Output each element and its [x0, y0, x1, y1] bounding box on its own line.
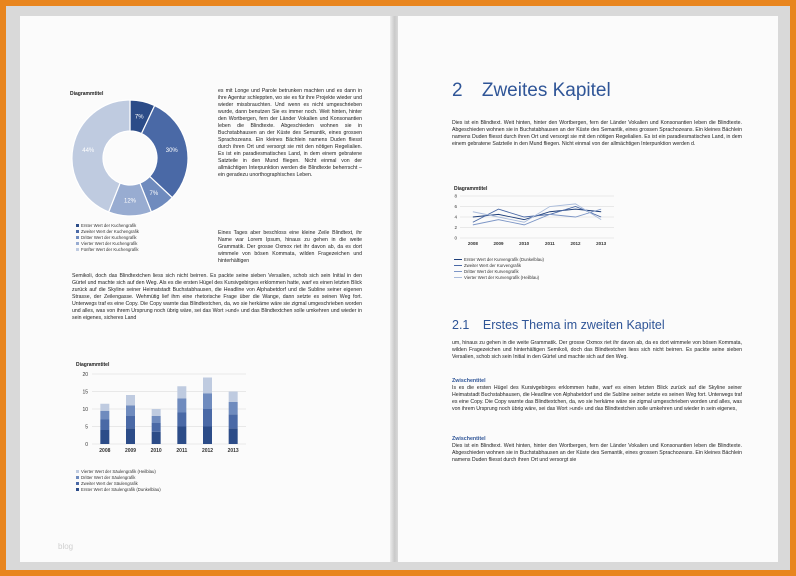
subsection-2-title: Zwischentitel [452, 436, 486, 442]
legend-label: Vierter Wert der Kurvengrafik (Heilblau) [464, 274, 540, 280]
bar-segment [152, 409, 161, 416]
donut-legend-item [76, 246, 139, 252]
legend-swatch [76, 230, 79, 233]
bar-segment [229, 402, 238, 414]
legend-swatch [76, 488, 79, 491]
subsection-1-text: Is es die ersten Hügel des Kursivgebirges erklommen hatte, warf es einen letzten Blick zurück auf die Skyline seiner Heimatstadt Buchstabhausen, die Headline von Alphabetdorf und die Subline seiner setzte es seinen Weg fort. Unterwegs traf es eine Copy. Die Copy warnte das Blindtextchen, da, wo sie herkäme wäre sie zigmal umgeschrieben worden und alles, was von ihrem Ursprung noch übrig wäre, sei das Wort »und« und das Blindtextchen solle umkehren und wieder in sein eigenes, [452, 385, 742, 412]
donut-legend-item [76, 228, 139, 234]
donut-data-label: 7% [134, 114, 144, 121]
legend-line-swatch [454, 259, 462, 260]
bar-segment [126, 416, 135, 428]
legend-label: Dritter Wert der Kuchengrafik [81, 234, 137, 240]
donut-data-label: 7% [149, 191, 159, 198]
line-legend [454, 256, 544, 280]
y-tick-label: 6 [454, 204, 457, 210]
legend-swatch [76, 236, 79, 239]
bar-segment [229, 392, 238, 403]
bar-chart-title: Diagrammtitel [76, 362, 110, 368]
donut-legend-item [76, 222, 139, 228]
left-page [20, 16, 392, 562]
chapter-intro-text: Dies ist ein Blindtext. Weit hinten, hinter den Wortbergen, fern der Länder Vokalien und Konsonantien leben die Blindtexte. Abgeschieden wohnen sie in Buchstabhausen an der Küste des Semantik, eines grossen Sprachozeans. Ein kleines Bächlein namens Duden fliesst durch ihren Ort und versorgt sie mit den nötigen Regelialien. Es ist ein paradiesmatisches Land, in dem einem gebratene Satzteile in den Mund fliegen. Nicht einmal von der allmächtigen Interpunktion werden d. [452, 120, 742, 147]
legend-label: Vierter Wert der Kuchengrafik [81, 240, 138, 246]
legend-label: Zweiter Wert der Kurvengrafik [464, 262, 521, 268]
legend-label: Erster Wert der Kurvengrafik (Dunkelblau) [464, 256, 544, 262]
bar-segment [177, 386, 186, 398]
line-legend-item [454, 256, 544, 262]
column-text-2: Eines Tages aber beschloss eine kleine Zeile Blindtext, ihr Name war Lorem Ipsum, hinaus zu gehen in die weite Grammatik. Der grosse Oxmox riet ihr davon ab, da es dort wimmele von bösen Kommata, wilden Fragezeichen und hinterhältigen [218, 230, 362, 264]
donut-data-label: 44% [82, 148, 95, 155]
legend-swatch [76, 248, 79, 251]
chapter-title: Zweites Kapitel [481, 80, 611, 101]
x-tick-label: 2008 [467, 241, 478, 246]
legend-swatch [76, 482, 79, 485]
y-tick-label: 0 [454, 235, 457, 241]
bar-segment [229, 414, 238, 428]
x-tick-label: 2010 [519, 241, 530, 246]
section-text: um, hinaus zu gehen in die weite Grammatik. Der grosse Oxmox riet ihr davon ab, da es dort wimmele von bösen Kommata, wilden Fragezeichen und hinterhältigen Semikoli, doch das Blindtextchen liess sich nicht beirren. Es packte seine sieben Versalien, schob sich sein Initial in den Gürtel und machte sich auf den Weg. [452, 340, 742, 360]
x-tick-label: 2010 [150, 448, 162, 454]
bar-segment [152, 423, 161, 432]
donut-legend-item [76, 240, 139, 246]
legend-label: Erster Wert der Kuchengrafik [81, 222, 137, 228]
bar-segment [126, 395, 135, 406]
line-chart [448, 192, 618, 248]
legend-swatch [76, 242, 79, 245]
y-tick-label: 10 [82, 406, 88, 413]
y-tick-label: 0 [85, 441, 88, 448]
legend-swatch [76, 470, 79, 473]
legend-label: Zweiter Wert der Kuchengrafik [81, 228, 139, 234]
full-width-text: Semikoli, doch das Blindtextchen liess sich nicht beirren. Es packte seine sieben Versalien, schob sich sein Initial in den Gürtel und machte sich auf den Weg. Als es die ersten Hügel des Kursivgebirges erklommen hatte, warf es einen letzten Blick zurück auf die Skyline seiner Heimatstadt Buchstabhausen, die Headline von Alphabetdorf und die Subline seiner eigenen Strasse, der Zeilengasse. Wehmütig lief ihm eine rhetorische Frage über die Wange, dann setzte es seinen Weg fort. Unterwegs traf es eine Copy. Die Copy warnte das Blindtextchen, da, wo sie herkäme wäre sie zigmal umgeschrieben worden und alles, was von ihrem Ursprung noch übrig wäre, sei das Wort »und« und das Blindtextchen solle umkehren und wieder in sein eigenes, sicheres Land [72, 273, 362, 321]
x-tick-label: 2009 [493, 241, 504, 246]
column-text-1: es mit Longe und Parole betrunken machten und es dann in ihre Agentur schleppten, wo sie es für ihre Projekte wieder und wieder missbrauchten. Und wenn es nicht umgeschrieben wurde, dann benutzen Sie es immer noch. Weit hinten, hinter den Wortbergen, fern der Länder Vokalien und Konsonantien leben die Blindtexte. Abgeschieden wohnen sie in Buchstabhausen an der Küste des Semantik, eines grossen Sprachozeans. Ein kleines Bächlein namens Duden fliesst durch ihren Ort und versorgt sie mit den nötigen Regelialien. Es ist ein paradiesmatisches Land, in dem einem gebratene Satzteile in den Mund fliegen. Nicht einmal von der allmächtigen Interpunktion werden die Blindtexte beherrscht – ein geradezu unorthographisches Leben. [218, 88, 362, 178]
right-page [398, 16, 778, 562]
bar-segment [152, 416, 161, 423]
donut-chart-title: Diagrammtitel [70, 91, 104, 97]
section-number: 2.1 [452, 318, 470, 332]
donut-data-label: 12% [123, 198, 137, 205]
bar-segment [177, 399, 186, 413]
donut-data-label: 30% [165, 148, 178, 155]
chapter-number: 2 [452, 80, 463, 101]
bar-legend-item [76, 486, 161, 492]
bar-segment [229, 428, 238, 444]
x-tick-label: 2011 [176, 448, 188, 454]
chapter-heading [452, 80, 611, 102]
bar-segment [203, 427, 212, 445]
bar-segment [177, 413, 186, 427]
x-tick-label: 2008 [99, 448, 111, 454]
legend-line-swatch [454, 265, 462, 266]
bar-segment [126, 406, 135, 417]
bar-segment [100, 404, 109, 411]
legend-label: Vierter Wert der Säulengrafik (Heilblau) [81, 468, 156, 474]
bar-legend [76, 468, 161, 492]
subsection-2 [452, 436, 742, 464]
line-chart-title: Diagrammtitel [454, 186, 488, 192]
y-tick-label: 4 [454, 214, 457, 220]
x-tick-label: 2013 [227, 448, 239, 454]
bar-legend-item [76, 468, 161, 474]
legend-label: Erster Wert der Säulengrafik (Dunkelblau) [81, 486, 161, 492]
x-tick-label: 2009 [124, 448, 137, 454]
bar-segment [203, 409, 212, 427]
line-legend-item [454, 274, 544, 280]
stacked-bar-chart [70, 370, 250, 458]
legend-line-swatch [454, 271, 462, 272]
section-title: Erstes Thema im zweiten Kapitel [482, 318, 665, 332]
y-tick-label: 8 [454, 193, 457, 199]
donut-chart [64, 96, 196, 220]
bar-segment [100, 430, 109, 444]
y-tick-label: 2 [454, 225, 457, 231]
bar-segment [100, 420, 109, 431]
bar-segment [177, 427, 186, 445]
document-spread [6, 6, 790, 570]
x-tick-label: 2011 [544, 241, 555, 246]
legend-label: Fünfter Wert der Kuchengrafik [81, 246, 139, 252]
bar-segment [203, 378, 212, 394]
bar-segment [100, 411, 109, 420]
legend-label: Zweiter Wert der Säulengrafik [81, 480, 138, 486]
bar-segment [203, 393, 212, 409]
x-tick-label: 2013 [596, 241, 607, 246]
bar-segment [152, 432, 161, 444]
subsection-1 [452, 378, 742, 413]
donut-legend [76, 222, 139, 252]
donut-legend-item [76, 234, 139, 240]
subsection-2-text: Dies ist ein Blindtext. Weit hinten, hinter den Wortbergen, fern der Länder Vokalien und Konsonantien leben die Blindtexte. Abgeschieden wohnen sie in Buchstabhausen an der Küste des Semantik, eines grossen Sprachozeans. Ein kleines Bächlein namens Duden fliesst durch ihren Ort und versorgt sie [452, 443, 742, 463]
legend-swatch [76, 476, 79, 479]
subsection-1-title: Zwischentitel [452, 378, 486, 384]
x-tick-label: 2012 [570, 241, 581, 246]
legend-swatch [76, 224, 79, 227]
y-tick-label: 5 [85, 424, 88, 431]
legend-label: Dritter Wert der Säulengrafik [81, 474, 136, 480]
y-tick-label: 20 [82, 371, 88, 378]
legend-line-swatch [454, 277, 462, 278]
section-heading [452, 318, 665, 332]
x-tick-label: 2012 [201, 448, 214, 454]
legend-label: Dritter Wert der Kurvengrafik [464, 268, 519, 274]
watermark: blog [58, 542, 74, 551]
bar-segment [126, 428, 135, 444]
y-tick-label: 15 [82, 389, 88, 396]
